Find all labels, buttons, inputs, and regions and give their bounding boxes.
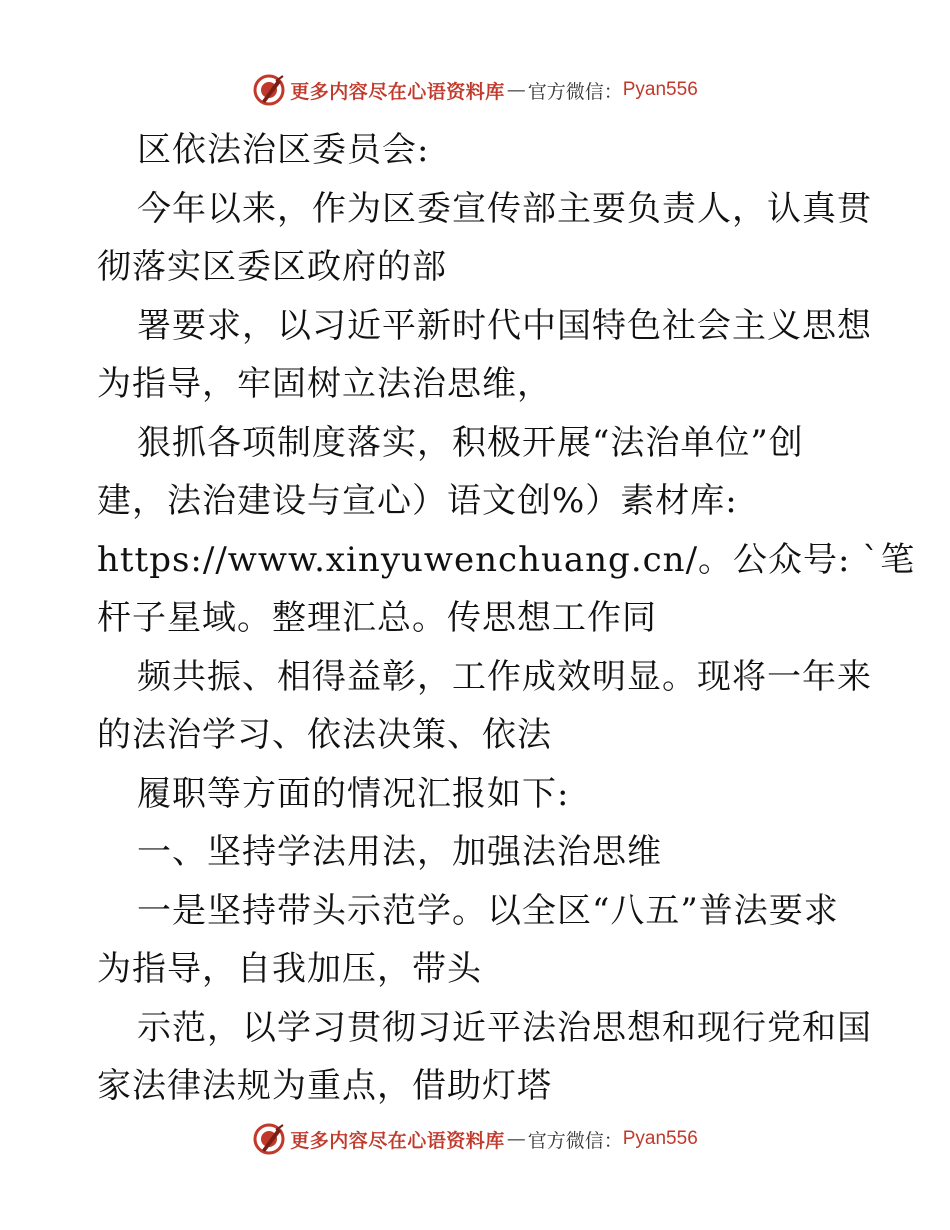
- footer-watermark: [0, 1122, 950, 1156]
- document-line: 为指导，自我加压，带头: [97, 949, 482, 989]
- document-line: 频共振、相得益彰，工作成效明显。现将一年来: [137, 656, 872, 697]
- document-line: 彻落实区委区政府的部: [97, 247, 447, 287]
- quill-logo-icon: [252, 1122, 286, 1156]
- document-line: 家法律法规为重点，借助灯塔: [97, 1066, 552, 1106]
- watermark-wechat-id: Pyan556: [622, 79, 698, 100]
- document-line: https://www.xinyuwenchuang.cn/。公众号: `笔: [97, 539, 916, 580]
- document-line: 的法治学习、依法决策、依法: [97, 715, 552, 755]
- header-watermark: [0, 73, 950, 107]
- watermark-text: 更多内容尽在心语资料库: [290, 80, 505, 103]
- watermark-wechat-id: Pyan556: [622, 1128, 698, 1149]
- document-body: [97, 121, 916, 1116]
- watermark-separator: —: [506, 79, 526, 101]
- document-line: 建，法治建设与宣心）语文创%）素材库:: [97, 481, 738, 521]
- document-line: 为指导，牢固树立法治思维，: [97, 364, 552, 404]
- document-line: 杆子星域。整理汇总。传思想工作同: [97, 598, 657, 638]
- document-line: 一、坚持学法用法，加强法治思维: [137, 832, 662, 872]
- document-line: 署要求，以习近平新时代中国特色社会主义思想: [137, 305, 872, 346]
- document-line: 今年以来，作为区委宣传部主要负责人，认真贯: [137, 188, 872, 229]
- watermark-separator: —: [506, 1128, 526, 1150]
- document-line: 狠抓各项制度落实，积极开展“法治单位”创: [137, 422, 804, 463]
- watermark-official-label: 官方微信：: [527, 1129, 623, 1152]
- watermark-official-label: 官方微信：: [527, 80, 623, 103]
- quill-logo-icon: [252, 73, 286, 107]
- document-line: 区依法治区委员会:: [137, 130, 430, 170]
- document-line: 履职等方面的情况汇报如下:: [137, 773, 570, 814]
- watermark-text: 更多内容尽在心语资料库: [290, 1129, 505, 1152]
- document-line: 示范，以学习贯彻习近平法治思想和现行党和国: [137, 1007, 872, 1048]
- document-line: 一是坚持带头示范学。以全区“八五”普法要求: [137, 890, 839, 931]
